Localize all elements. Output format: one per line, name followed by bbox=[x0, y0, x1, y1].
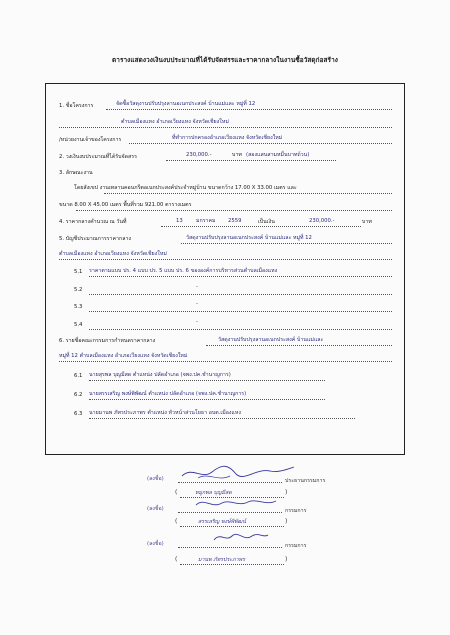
item3-desc1: โดยสังเขป งานเทลานคอนกรีตอเนกประสงค์ประจำหมู่บ้าน ขนาดกว้าง 17.00 X 33.00 เมตร และ bbox=[74, 185, 297, 191]
item5-sub4-text: - bbox=[196, 319, 198, 325]
item2-value: 230,000.- bbox=[186, 152, 212, 158]
dotted-line bbox=[59, 361, 392, 362]
dotted-line bbox=[89, 311, 392, 312]
dotted-line bbox=[166, 160, 336, 161]
document-title: ตารางแสดงวงเงินงบประมาณที่ได้รับจัดสรรและราคากลางในงานซื้อวัสดุก่อสร้าง bbox=[112, 56, 338, 64]
dotted-line bbox=[89, 294, 392, 295]
item5-sub1-text: ราคาตามแบบ ปร. 4 แบบ ปร. 5 แบบ ปร. 6 ขององค์การบริหารส่วนตำบลเมืองแหง bbox=[89, 268, 278, 274]
dotted-line bbox=[129, 143, 392, 144]
paren-open-2: ( bbox=[175, 518, 178, 525]
agency-value: ที่ทำการปกครองอำเภอเวียงแหง จังหวัดเชียงใหม่ bbox=[172, 135, 283, 141]
dotted-line bbox=[106, 109, 392, 110]
dotted-line bbox=[89, 418, 355, 419]
dotted-line bbox=[59, 127, 392, 128]
signature-line-2 bbox=[178, 512, 282, 513]
dotted-line bbox=[59, 259, 392, 260]
dotted-line bbox=[161, 226, 361, 227]
signature-role-1: ประธานกรรมการ bbox=[285, 478, 326, 484]
item4-amount: 230,000.- bbox=[309, 218, 335, 224]
signature-line-3 bbox=[178, 547, 282, 548]
item2-unit: บาท bbox=[232, 152, 242, 158]
item4-date-day: 13 bbox=[176, 218, 183, 224]
item1-value2: ตำบลเมืองแหง อำเภอเวียงแหง จังหวัดเชียงใหม่ bbox=[121, 119, 229, 125]
item6-value2: หมู่ที่ 12 ตำบลเมืองแหง อำเภอเวียงแหง จังหวัดเชียงใหม่ bbox=[59, 353, 188, 359]
paren-close-1: ) bbox=[285, 489, 288, 496]
item5-sub2-text: - bbox=[196, 284, 198, 290]
item6-member3-text: นายมานพ ภัทรประภาพร ตำแหน่ง หัวหน้าส่วนโยธา อบต.เมืองแหง bbox=[89, 410, 241, 416]
item2-words: (สองแสนสามหมื่นบาทถ้วน) bbox=[246, 152, 310, 158]
dotted-line bbox=[89, 399, 325, 400]
dotted-line bbox=[89, 329, 392, 330]
item5-sub4-no: 5.4 bbox=[74, 322, 83, 328]
item5-sub3-text: - bbox=[196, 301, 198, 307]
signature-role-3: กรรมการ bbox=[285, 543, 307, 549]
item5-value2: ตำบลเมืองแหง อำเภอเวียงแหง จังหวัดเชียงใหม่ bbox=[59, 251, 167, 257]
item6-member2-text: นายสรรเสริญ พงษ์พิพัฒน์ ตำแหน่ง ปลัดอำเภอ (จพง.ปค.ชำนาญการ) bbox=[89, 391, 247, 397]
item5-label: 5. บัญชีประมาณการราคากลาง bbox=[59, 236, 132, 242]
dotted-line bbox=[180, 564, 284, 565]
paren-open-3: ( bbox=[175, 556, 178, 563]
signature-label-1: (ลงชื่อ) bbox=[147, 476, 164, 482]
form-frame bbox=[45, 83, 405, 455]
item1-label: 1. ชื่อโครงการ bbox=[59, 103, 94, 109]
dotted-line bbox=[104, 193, 392, 194]
item6-member1-text: นายสุรพล บุญมีสด ตำแหน่ง ปลัดอำเภอ (จพง.ปค.ชำนาญการ) bbox=[89, 372, 231, 378]
item4-date-year: 2559 bbox=[228, 218, 242, 224]
paren-close-3: ) bbox=[285, 556, 288, 563]
dotted-line bbox=[180, 526, 284, 527]
paren-close-2: ) bbox=[285, 518, 288, 525]
item3-label: 3. ลักษณะงาน bbox=[59, 170, 93, 176]
item6-label: 6. รายชื่อคณะกรรมการกำหนดราคากลาง bbox=[59, 338, 156, 344]
item4-date-month: มกราคม bbox=[196, 218, 216, 224]
signature-label-3: (ลงชื่อ) bbox=[147, 541, 164, 547]
item4-label: 4. ราคากลางคำนวณ ณ วันที่ bbox=[59, 219, 127, 225]
item6-member3-no: 6.3 bbox=[74, 411, 83, 417]
item1-value: จัดซื้อวัสดุงานปรับปรุงลานอเนกประสงค์ บ้านแม่และ หมู่ที่ 12 bbox=[116, 101, 256, 107]
signature-name-2: สรรเสริญ พงษ์พิพัฒน์ bbox=[198, 519, 246, 525]
item4-unit: บาท bbox=[362, 219, 372, 225]
item5-value: วัสดุงานปรับปรุงลานอเนกประสงค์ บ้านแม่และ หมู่ที่ 12 bbox=[186, 235, 312, 241]
dotted-line bbox=[181, 243, 392, 244]
dotted-line bbox=[89, 276, 392, 277]
paren-open-1: ( bbox=[175, 489, 178, 496]
item5-sub2-no: 5.2 bbox=[74, 287, 83, 293]
signature-line-1 bbox=[178, 482, 282, 483]
item4-amount-label: เป็นเงิน bbox=[258, 219, 275, 225]
dotted-line bbox=[76, 210, 392, 211]
item6-member2-no: 6.2 bbox=[74, 392, 83, 398]
signature-scribble-2 bbox=[190, 493, 290, 513]
agency-label: /หน่วยงานเจ้าของโครงการ bbox=[59, 137, 122, 143]
signature-scribble-1 bbox=[178, 462, 298, 484]
signature-label-2: (ลงชื่อ) bbox=[147, 506, 164, 512]
dotted-line bbox=[206, 345, 392, 346]
item6-value: วัสดุงานปรับปรุงลานอเนกประสงค์ บ้านแม่และ bbox=[218, 337, 324, 343]
item5-sub3-no: 5.3 bbox=[74, 304, 83, 310]
item3-desc2: ขนาด 8.00 X 45.00 เมตร พื้นที่รวม 921.00 ตารางเมตร bbox=[59, 202, 192, 208]
signature-scribble-3 bbox=[210, 528, 270, 546]
item2-label: 2. วงเงินงบประมาณที่ได้รับจัดสรร bbox=[59, 154, 137, 160]
signature-name-3: มานพ ภัทรประภาพร bbox=[198, 557, 245, 563]
item6-member1-no: 6.1 bbox=[74, 373, 83, 379]
dotted-line bbox=[89, 380, 325, 381]
signature-name-1: หมูกพล บุญมีสด bbox=[195, 490, 232, 496]
item5-sub1-no: 5.1 bbox=[74, 269, 83, 275]
signature-role-2: กรรมการ bbox=[285, 508, 307, 514]
